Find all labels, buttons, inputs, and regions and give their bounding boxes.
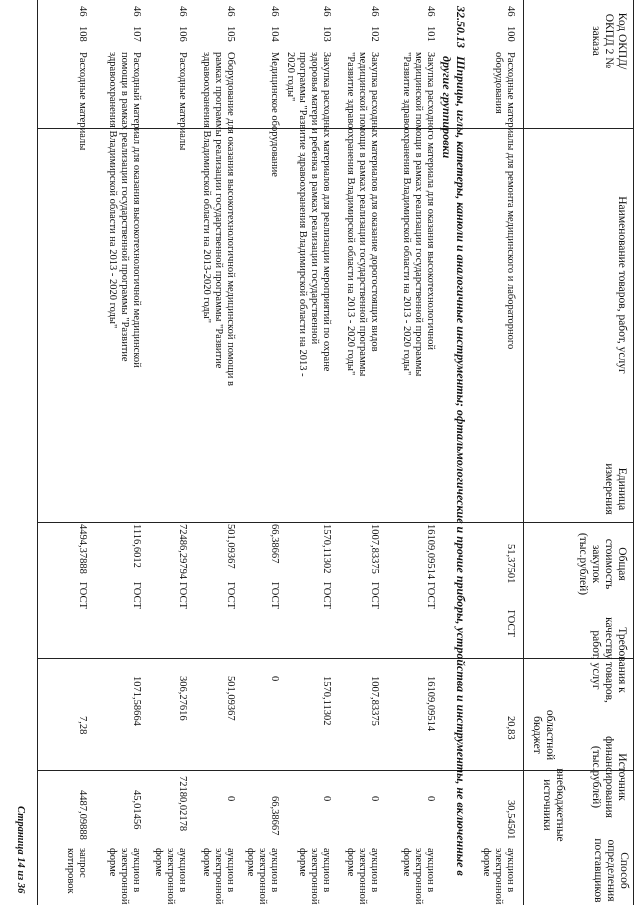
row-req: ГОСТ <box>225 582 236 609</box>
row-num: 101 <box>425 26 436 42</box>
row-cost: 1570,11302 <box>321 524 332 574</box>
row100-req: ГОСТ <box>505 610 516 637</box>
row-fin-a: 306,27616 <box>177 676 188 721</box>
row-req: ГОСТ <box>77 582 88 609</box>
row-fin-a: 7,28 <box>77 716 88 735</box>
section-title: Шприцы, иглы, катетеры, канюли и аналогичные инструменты; офтальмологические и прочие приборы, устройства и инструменты, не включенные в другие группировки <box>440 56 468 876</box>
row-num: 105 <box>225 26 236 42</box>
row-req: ГОСТ <box>425 582 436 609</box>
row-code: 46 <box>77 6 88 17</box>
row100-num: 100 <box>505 26 516 42</box>
row-method: аукцион в электронной форме <box>345 848 380 905</box>
header-fin-extrabudget: внебюджетные источники <box>541 768 566 842</box>
section-code: 32.50.13 <box>454 6 468 48</box>
header-cost: Общая стоимость закупок (тыс.рублей) <box>577 532 628 596</box>
row-name: Закупка расходных материалов для реализации мероприятий по охране здоровья матери и ребенка в рамках реализации государственной программы "Развитие здравоохранения Владимирской области на 2013 - 2020 годы" <box>285 52 332 377</box>
header-method: Способ определения поставщиков <box>592 838 630 903</box>
header-financing: Источник финансирования (тыс.рублей) <box>590 736 628 818</box>
row-req: ГОСТ <box>321 582 332 609</box>
row-code: 46 <box>321 6 332 17</box>
row-req: ГОСТ <box>269 582 280 609</box>
row-num: 107 <box>131 26 142 42</box>
row-fin-b: 0 <box>369 796 380 802</box>
row-code: 46 <box>177 6 188 17</box>
row-cost: 4494,37888 <box>77 524 88 574</box>
row-code: 46 <box>131 6 142 17</box>
row-num: 108 <box>77 26 88 42</box>
row-fin-a: 16109,09514 <box>425 676 436 732</box>
row-name: Медицинское оборудование <box>269 52 280 177</box>
header-name: Наименование товаров, работ, услуг <box>616 196 628 374</box>
row100-fin-b: 30,54501 <box>505 800 516 840</box>
row-fin-a: 1570,11302 <box>321 676 332 726</box>
row-cost: 1007,83375 <box>369 524 380 574</box>
row-name: Расходные материалы <box>177 52 188 151</box>
row-fin-a: 1071,58664 <box>131 676 142 726</box>
row-method: аукцион в электронной форме <box>245 848 280 905</box>
row-fin-a: 0 <box>269 676 280 682</box>
row-method: аукцион в электронной форме <box>201 848 236 905</box>
row100-name: Расходные материалы для ремонта медицинского и лабораторного оборудования <box>493 52 516 350</box>
row100-method: аукцион в электронной форме <box>481 848 516 905</box>
row-fin-b: 0 <box>321 796 332 802</box>
row-fin-a: 501,09367 <box>225 676 236 721</box>
row100-cost: 51,37501 <box>505 544 516 584</box>
row100-code: 46 <box>505 6 516 17</box>
row-fin-b: 4487,09888 <box>77 790 88 840</box>
header-code: Код ОКПД/ ОКПД 2 № заказа <box>590 12 628 70</box>
row-fin-b: 0 <box>225 796 236 802</box>
row-code: 46 <box>369 6 380 17</box>
row-code: 46 <box>269 6 280 17</box>
row-num: 102 <box>369 26 380 42</box>
row-method: аукцион в электронной форме <box>297 848 332 905</box>
row-req: ГОСТ <box>177 582 188 609</box>
row-method: запрос котировок <box>65 848 88 894</box>
row-cost: 1116,6012 <box>131 524 142 568</box>
header-unit: Единица измерения <box>603 463 628 515</box>
row-req: ГОСТ <box>369 582 380 609</box>
row-name: Расходный материал для оказания высокотехнологичной медицинской помощи в рамках реализации государственной программы "Развитие здравоохранения Владимирской области на 2013 - 2020 годы" <box>107 52 142 368</box>
row-cost: 501,09367 <box>225 524 236 569</box>
page-number: Страница 14 из 36 <box>15 806 26 894</box>
row-fin-b: 45,01456 <box>131 790 142 830</box>
row-cost: 16109,09514 <box>425 524 436 580</box>
row-fin-b: 72180,02178 <box>177 776 188 832</box>
col-divider <box>38 522 634 523</box>
row-code: 46 <box>425 6 436 17</box>
row-method: аукцион в электронной форме <box>401 848 436 905</box>
header-requirements: Требования к качеству товаров, работ, услуг <box>590 617 628 703</box>
row-fin-b: 0 <box>425 796 436 802</box>
row-req: ГОСТ <box>131 582 142 609</box>
row-fin-a: 1007,83375 <box>369 676 380 726</box>
row-name: Закупка расходных материалов для оказание дорогостоящих видов медицинской помощи в рамках реализации государственной программы "Развитие здравоохранения Владимирской области на 2013 - 2020 годы" <box>345 52 380 377</box>
row-name: Расходные материалы <box>77 52 88 151</box>
row-num: 106 <box>177 26 188 42</box>
row100-fin-a: 20,83 <box>505 716 516 740</box>
row-num: 103 <box>321 26 332 42</box>
col-divider <box>38 658 634 659</box>
row-cost: 72486,29794 <box>177 524 188 580</box>
row-name: Оборудование для оказания высокотехнологичной медицинской помощи в рамках программы реализации государственной программы "Развитие здравоохранения Владимирской области на 2013-2020 годы" <box>201 52 236 386</box>
row-code: 46 <box>225 6 236 17</box>
header-fin-regional: областной бюджет <box>531 709 556 761</box>
row-method: аукцион в электронной форме <box>107 848 142 905</box>
row-name: Закупка расходного материала для оказания высокотехнологичной медицинской помощи в рамках реализации государственной программы "Развитие здравоохранения Владимирской области на 2013 - 2020 годы" <box>401 52 436 377</box>
row-num: 104 <box>269 26 280 42</box>
row-cost: 66,38667 <box>269 524 280 564</box>
row-fin-b: 66,38667 <box>269 796 280 836</box>
row-method: аукцион в электронной форме <box>153 848 188 905</box>
